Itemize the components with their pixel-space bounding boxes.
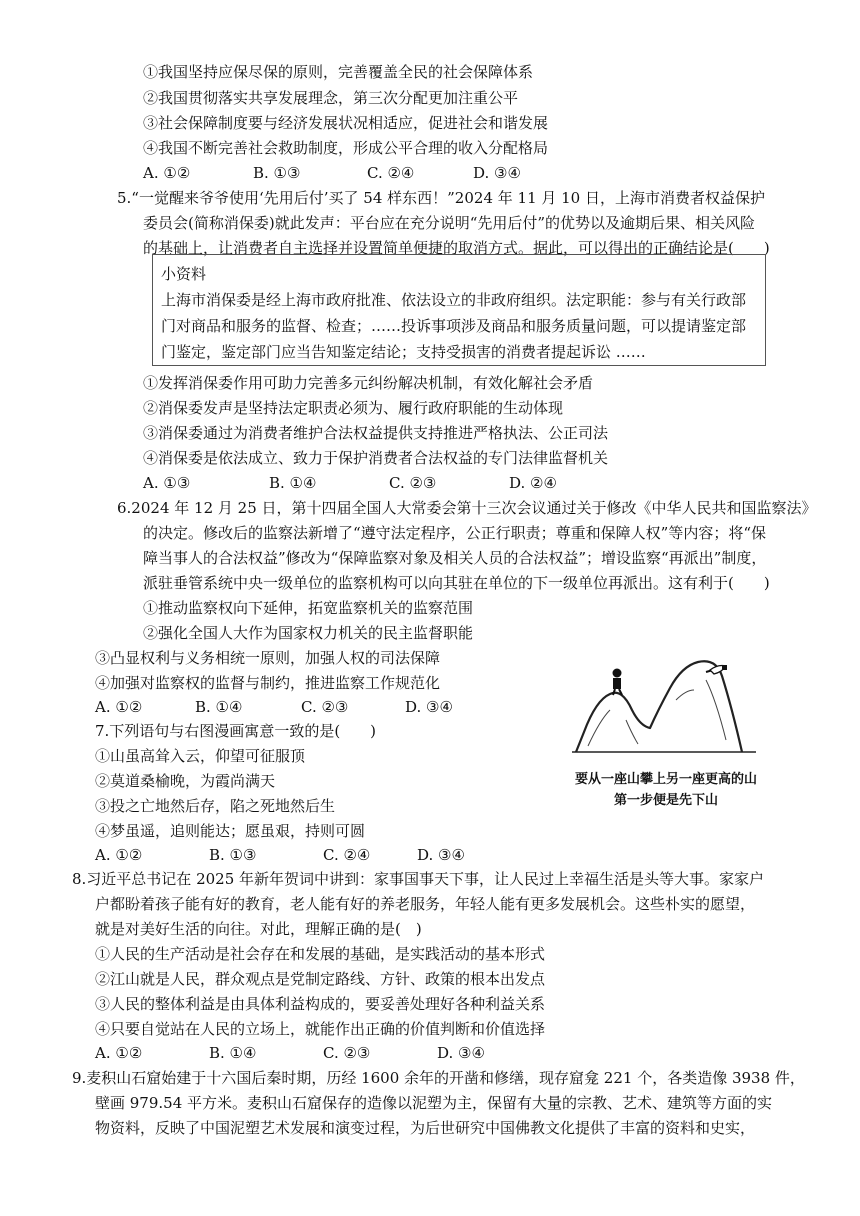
- q6-statement-4: ④加强对监察权的监督与制约，推进监察工作规范化: [95, 674, 441, 692]
- q5-material-line-1: 上海市消保委是经上海市政府批准、依法设立的非政府组织。法定职能：参与有关行政部: [161, 291, 747, 309]
- q4-option-a[interactable]: A. ①②: [143, 164, 191, 182]
- q8-statement-3: ③人民的整体利益是由具体利益构成的，要妥善处理好各种利益关系: [95, 995, 546, 1013]
- q5-statement-3: ③消保委通过为消费者维护合法权益提供支持推进严格执法、公正司法: [143, 424, 609, 442]
- q7-stem: 7.下列语句与右图漫画寓意一致的是( ): [95, 722, 377, 740]
- cartoon-caption-line-2: 第一步便是先下山: [613, 793, 718, 808]
- q5-option-a[interactable]: A. ①③: [143, 474, 191, 492]
- q8-statement-2: ②江山就是人民，群众观点是党制定路线、方针、政策的根本出发点: [95, 970, 546, 988]
- q7-option-b[interactable]: B. ①③: [209, 846, 257, 864]
- q6-option-a[interactable]: A. ①②: [95, 698, 143, 716]
- q5-option-b[interactable]: B. ①④: [269, 474, 317, 492]
- q9-stem-line-2: 壁画 979.54 平方米。麦积山石窟保存的造像以泥塑为主，保留有大量的宗教、艺术、建筑等方面的实: [95, 1094, 773, 1112]
- q8-option-c[interactable]: C. ②③: [323, 1044, 371, 1062]
- q6-statement-1: ①推动监察权向下延伸，拓宽监察机关的监察范围: [143, 599, 474, 617]
- q5-statement-2: ②消保委发声是坚持法定职责必须为、履行政府职能的生动体现: [143, 399, 564, 417]
- q5-stem-line-2: 委员会(简称消保委)就此发声：平台应在充分说明“先用后付”的优势以及逾期后果、相关风险: [143, 214, 756, 232]
- q8-stem-line-1: 8.习近平总书记在 2025 年新年贺词中讲到：家事国事天下事，让人民过上幸福生活是头等大事。家家户: [72, 870, 765, 888]
- q6-statement-2: ②强化全国人大作为国家权力机关的民主监督职能: [143, 624, 474, 642]
- q7-statement-4: ④梦虽遥，追则能达；愿虽艰，持则可圆: [95, 822, 366, 840]
- q7-statement-2: ②莫道桑榆晚，为霞尚满天: [95, 772, 276, 790]
- q5-statement-4: ④消保委是依法成立、致力于保护消费者合法权益的专门法律监督机关: [143, 449, 609, 467]
- q5-option-c[interactable]: C. ②③: [389, 474, 437, 492]
- q7-statement-1: ①山虽高耸入云，仰望可征服顶: [95, 747, 306, 765]
- q9-stem-line-1: 9.麦积山石窟始建于十六国后秦时期，历经 1600 余年的开凿和修缮，现存窟龛 221 个，各类造像 3938 件，: [72, 1069, 805, 1087]
- q8-option-d[interactable]: D. ③④: [437, 1044, 485, 1062]
- q4-option-d[interactable]: D. ③④: [473, 164, 521, 182]
- q8-statement-4: ④只要自觉站在人民的立场上，就能作出正确的价值判断和价值选择: [95, 1020, 546, 1038]
- q4-statement-3: ③社会保障制度要与经济发展状况相适应，促进社会和谐发展: [143, 114, 549, 132]
- q4-statement-2: ②我国贯彻落实共享发展理念，第三次分配更加注重公平: [143, 89, 519, 107]
- cartoon-caption-line-1: 要从一座山攀上另一座更高的山: [574, 772, 757, 787]
- q5-material-title: 小资料: [161, 265, 207, 283]
- q8-stem-line-3: 就是对美好生活的向往。对此，理解正确的是( ): [95, 920, 422, 938]
- q5-stem-line-1: 5.“一觉醒来爷爷使用‘先用后付’买了 54 样东西！”2024 年 11 月 10 日，上海市消费者权益保护: [117, 189, 765, 207]
- q6-option-c[interactable]: C. ②③: [301, 698, 349, 716]
- q4-option-c[interactable]: C. ②④: [367, 164, 415, 182]
- q7-option-c[interactable]: C. ②④: [323, 846, 371, 864]
- q6-stem-line-4: 派驻垂管系统中央一级单位的监察机构可以向其驻在单位的下一级单位再派出。这有利于( ): [143, 574, 770, 592]
- q7-option-a[interactable]: A. ①②: [95, 846, 143, 864]
- climber-icon: [613, 669, 623, 696]
- q8-option-a[interactable]: A. ①②: [95, 1044, 143, 1062]
- mountain-cartoon-image: [566, 650, 766, 754]
- q6-statement-3: ③凸显权利与义务相统一原则，加强人权的司法保障: [95, 649, 441, 667]
- q8-statement-1: ①人民的生产活动是社会存在和发展的基础，是实践活动的基本形式: [95, 945, 546, 963]
- q4-statement-4: ④我国不断完善社会救助制度，形成公平合理的收入分配格局: [143, 139, 549, 157]
- q8-stem-line-2: 户都盼着孩子能有好的教育，老人能有好的养老服务，年轻人能有更多发展机会。这些朴实的愿望，: [95, 895, 756, 913]
- q6-stem-line-3: 障当事人的合法权益”修改为“保障监察对象及相关人员的合法权益”；增设监察“再派出”制度，: [143, 549, 767, 567]
- q7-option-d[interactable]: D. ③④: [417, 846, 465, 864]
- q7-statement-3: ③投之亡地然后存，陷之死地然后生: [95, 797, 336, 815]
- q5-statement-1: ①发挥消保委作用可助力完善多元纠纷解决机制，有效化解社会矛盾: [143, 374, 594, 392]
- q6-stem-line-1: 6.2024 年 12 月 25 日，第十四届全国人大常委会第十三次会议通过关于修改《中华人民共和国监察法》: [117, 499, 817, 517]
- q5-stem-line-3: 的基础上，让消费者自主选择并设置简单便捷的取消方式。据此，可以得出的正确结论是( ): [143, 239, 770, 257]
- q6-option-d[interactable]: D. ③④: [405, 698, 453, 716]
- q9-stem-line-3: 物资料，反映了中国泥塑艺术发展和演变过程，为后世研究中国佛教文化提供了丰富的资料和史实，: [95, 1119, 756, 1137]
- q5-material-line-2: 门对商品和服务的监督、检查；……投诉事项涉及商品和服务质量问题，可以提请鉴定部: [161, 317, 747, 335]
- q5-option-d[interactable]: D. ②④: [509, 474, 557, 492]
- flag-icon: [706, 665, 727, 674]
- q4-statement-1: ①我国坚持应保尽保的原则，完善覆盖全民的社会保障体系: [143, 63, 534, 81]
- q6-option-b[interactable]: B. ①④: [195, 698, 243, 716]
- q4-option-b[interactable]: B. ①③: [253, 164, 301, 182]
- q6-stem-line-2: 的决定。修改后的监察法新增了“遵守法定程序，公正行职责；尊重和保障人权”等内容；将“保: [143, 524, 767, 542]
- q5-material-line-3: 门鉴定，鉴定部门应当告知鉴定结论；支持受损害的消费者提起诉讼 ……: [161, 343, 646, 361]
- q8-option-b[interactable]: B. ①④: [209, 1044, 257, 1062]
- q5-material-box: [152, 254, 766, 366]
